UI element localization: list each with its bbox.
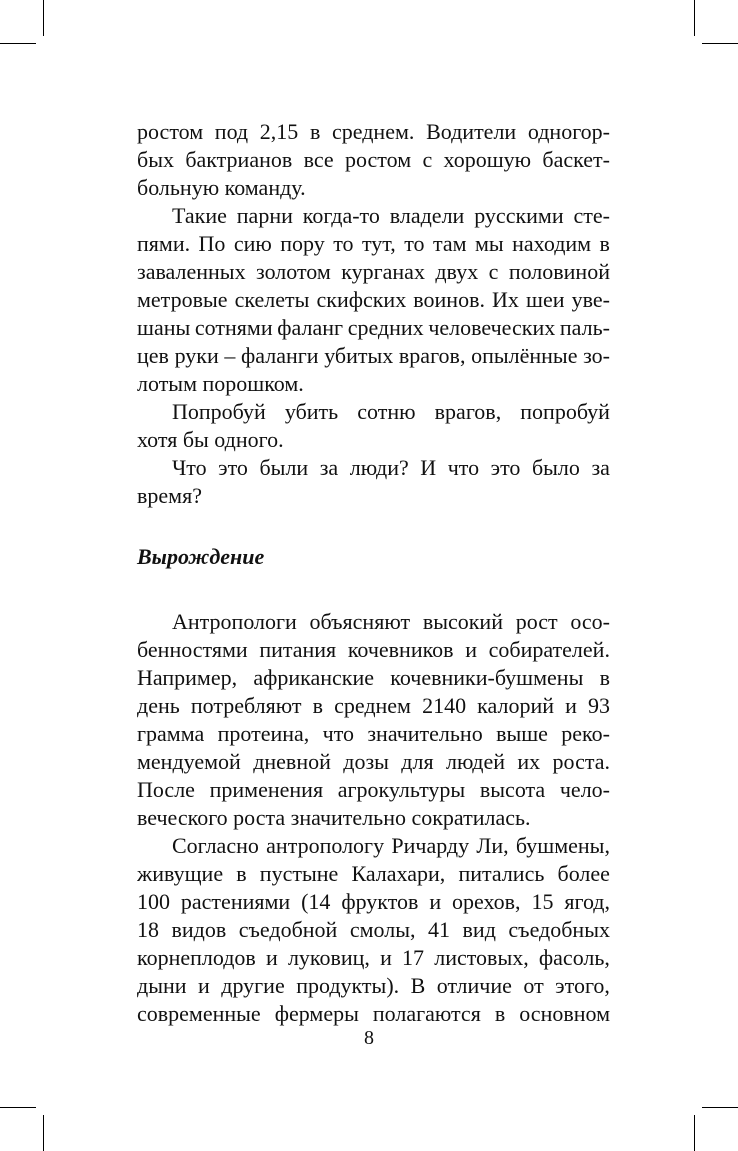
- text-line: хотя бы одного.: [137, 427, 284, 452]
- text-line: Согласно антропологу Ричарду Ли, бушмены,: [172, 833, 610, 858]
- page-body: [137, 118, 610, 1028]
- text-line: цев руки – фаланги убитых врагов, опылённые зо-: [137, 343, 610, 368]
- text-line: время?: [137, 483, 202, 508]
- text-block-after: [137, 608, 610, 1028]
- text-line: пями. По сию пору то тут, то там мы находим в: [137, 231, 610, 256]
- crop-mark-top-left-h: [0, 43, 36, 44]
- paragraph: [137, 202, 610, 398]
- text-line: ростом под 2,15 в среднем. Водители одногор-: [137, 119, 610, 144]
- crop-mark-bottom-right-v: [694, 1115, 695, 1151]
- paragraph: [137, 832, 610, 1028]
- text-line: день потребляют в среднем 2140 калорий и 93: [137, 693, 610, 718]
- text-line: 18 видов съедобной смолы, 41 вид съедобных: [137, 917, 610, 942]
- text-line: дыни и другие продукты). В отличие от этого,: [137, 973, 610, 998]
- paragraph: [137, 398, 610, 454]
- text-line: Что это были за люди? И что это было за: [172, 455, 610, 480]
- text-line: Антропологи объясняют высокий рост осо-: [172, 609, 610, 634]
- text-line: корнеплодов и луковиц, и 17 листовых, фасоль,: [137, 945, 610, 970]
- text-line: веческого роста значительно сократилась.: [137, 805, 531, 830]
- crop-mark-top-left-v: [43, 0, 44, 36]
- text-line: шаны сотнями фаланг средних человеческих паль-: [137, 315, 610, 340]
- text-line: современные фермеры полагаются в основном: [137, 1001, 610, 1026]
- text-line: мендуемой дневной дозы для людей их роста.: [137, 749, 610, 774]
- text-line: заваленных золотом курганах двух с половиной: [137, 259, 610, 284]
- page-number: 8: [364, 1027, 374, 1049]
- crop-mark-bottom-left-v: [43, 1115, 44, 1151]
- crop-mark-bottom-left-h: [0, 1107, 36, 1108]
- text-line: больную команду.: [137, 175, 306, 200]
- paragraph: [137, 118, 610, 202]
- text-line: Такие парни когда-то владели русскими сте-: [172, 203, 610, 228]
- text-line: Попробуй убить сотню врагов, попробуй: [172, 399, 610, 424]
- text-line: Например, африканские кочевники-бушмены в: [137, 665, 610, 690]
- crop-mark-top-right-v: [694, 0, 695, 36]
- crop-mark-bottom-right-h: [702, 1107, 738, 1108]
- text-line: метровые скелеты скифских воинов. Их шеи уве-: [137, 287, 610, 312]
- text-line: После применения агрокультуры высота чело-: [137, 777, 610, 802]
- text-line: грамма протеина, что значительно выше реко-: [137, 721, 610, 746]
- section-heading: Вырождение: [137, 544, 265, 569]
- text-line: лотым порошком.: [137, 371, 304, 396]
- text-line: 100 растениями (14 фруктов и орехов, 15 ягод,: [137, 889, 610, 914]
- paragraph: [137, 608, 610, 832]
- text-line: бенностями питания кочевников и собирателей.: [137, 637, 610, 662]
- text-block-before: [137, 118, 610, 510]
- text-line: живущие в пустыне Калахари, питались более: [137, 861, 610, 886]
- paragraph: [137, 454, 610, 510]
- crop-mark-top-right-h: [702, 43, 738, 44]
- text-line: бых бактрианов все ростом с хорошую баскет-: [137, 147, 610, 172]
